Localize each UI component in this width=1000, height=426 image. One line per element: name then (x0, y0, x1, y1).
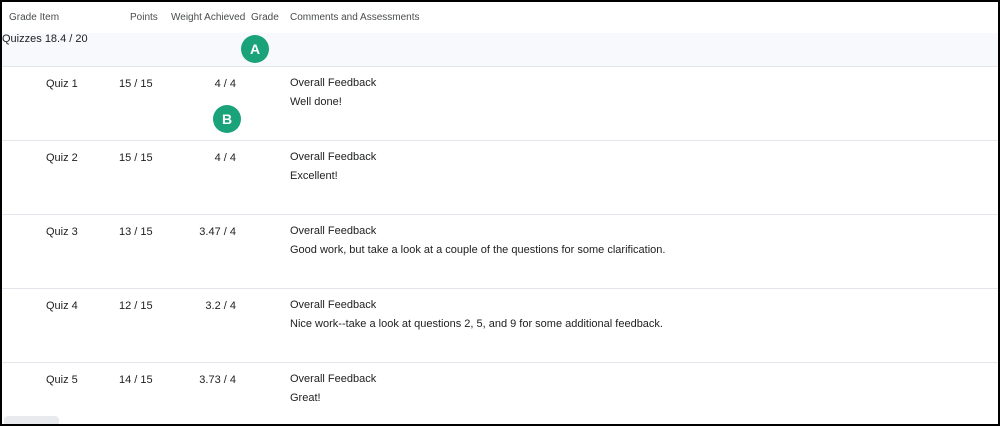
grade-item-name: Quiz 1 (46, 78, 78, 90)
callout-badge-b: B (213, 105, 241, 133)
grade-item-points: 12 / 15 (119, 300, 153, 312)
grade-item-name: Quiz 4 (46, 300, 78, 312)
feedback-title: Overall Feedback (290, 225, 377, 237)
grade-item-name: Quiz 5 (46, 374, 78, 386)
column-header-grade-item: Grade Item (9, 12, 60, 23)
grades-table-header (2, 2, 998, 34)
grade-item-points: 13 / 15 (119, 226, 153, 238)
table-row (2, 363, 998, 426)
feedback-title: Overall Feedback (290, 77, 377, 89)
feedback-text: Well done! (290, 96, 342, 108)
grade-item-points: 14 / 15 (119, 374, 153, 386)
callout-badge-a: A (241, 35, 269, 63)
category-name: Quizzes (2, 33, 42, 45)
grade-item-weight: 4 / 4 (214, 152, 236, 164)
feedback-title: Overall Feedback (290, 151, 377, 163)
feedback-text: Excellent! (290, 170, 338, 182)
grade-item-name: Quiz 3 (46, 226, 78, 238)
horizontal-scrollbar-thumb[interactable] (4, 416, 59, 424)
column-header-grade: Grade (251, 12, 279, 23)
grade-item-weight: 3.73 / 4 (199, 374, 236, 386)
feedback-text: Great! (290, 392, 321, 404)
feedback-title: Overall Feedback (290, 373, 377, 385)
table-row (2, 215, 998, 289)
column-header-points: Points (130, 12, 158, 23)
table-row (2, 67, 998, 141)
feedback-text: Good work, but take a look at a couple of the questions for some clarification. (290, 244, 666, 256)
grade-item-name: Quiz 2 (46, 152, 78, 164)
grade-item-weight: 3.47 / 4 (199, 226, 236, 238)
feedback-text: Nice work--take a look at questions 2, 5, and 9 for some additional feedback. (290, 318, 663, 330)
table-row (2, 289, 998, 363)
grade-item-weight: 3.2 / 4 (205, 300, 236, 312)
category-row-quizzes (2, 33, 998, 67)
table-row (2, 141, 998, 215)
feedback-title: Overall Feedback (290, 299, 377, 311)
grade-item-points: 15 / 15 (119, 78, 153, 90)
grade-item-weight: 4 / 4 (214, 78, 236, 90)
grade-item-points: 15 / 15 (119, 152, 153, 164)
category-weight-achieved: 18.4 / 20 (44, 33, 88, 45)
column-header-comments: Comments and Assessments (290, 12, 420, 23)
column-header-weight-achieved: Weight Achieved (171, 12, 246, 23)
